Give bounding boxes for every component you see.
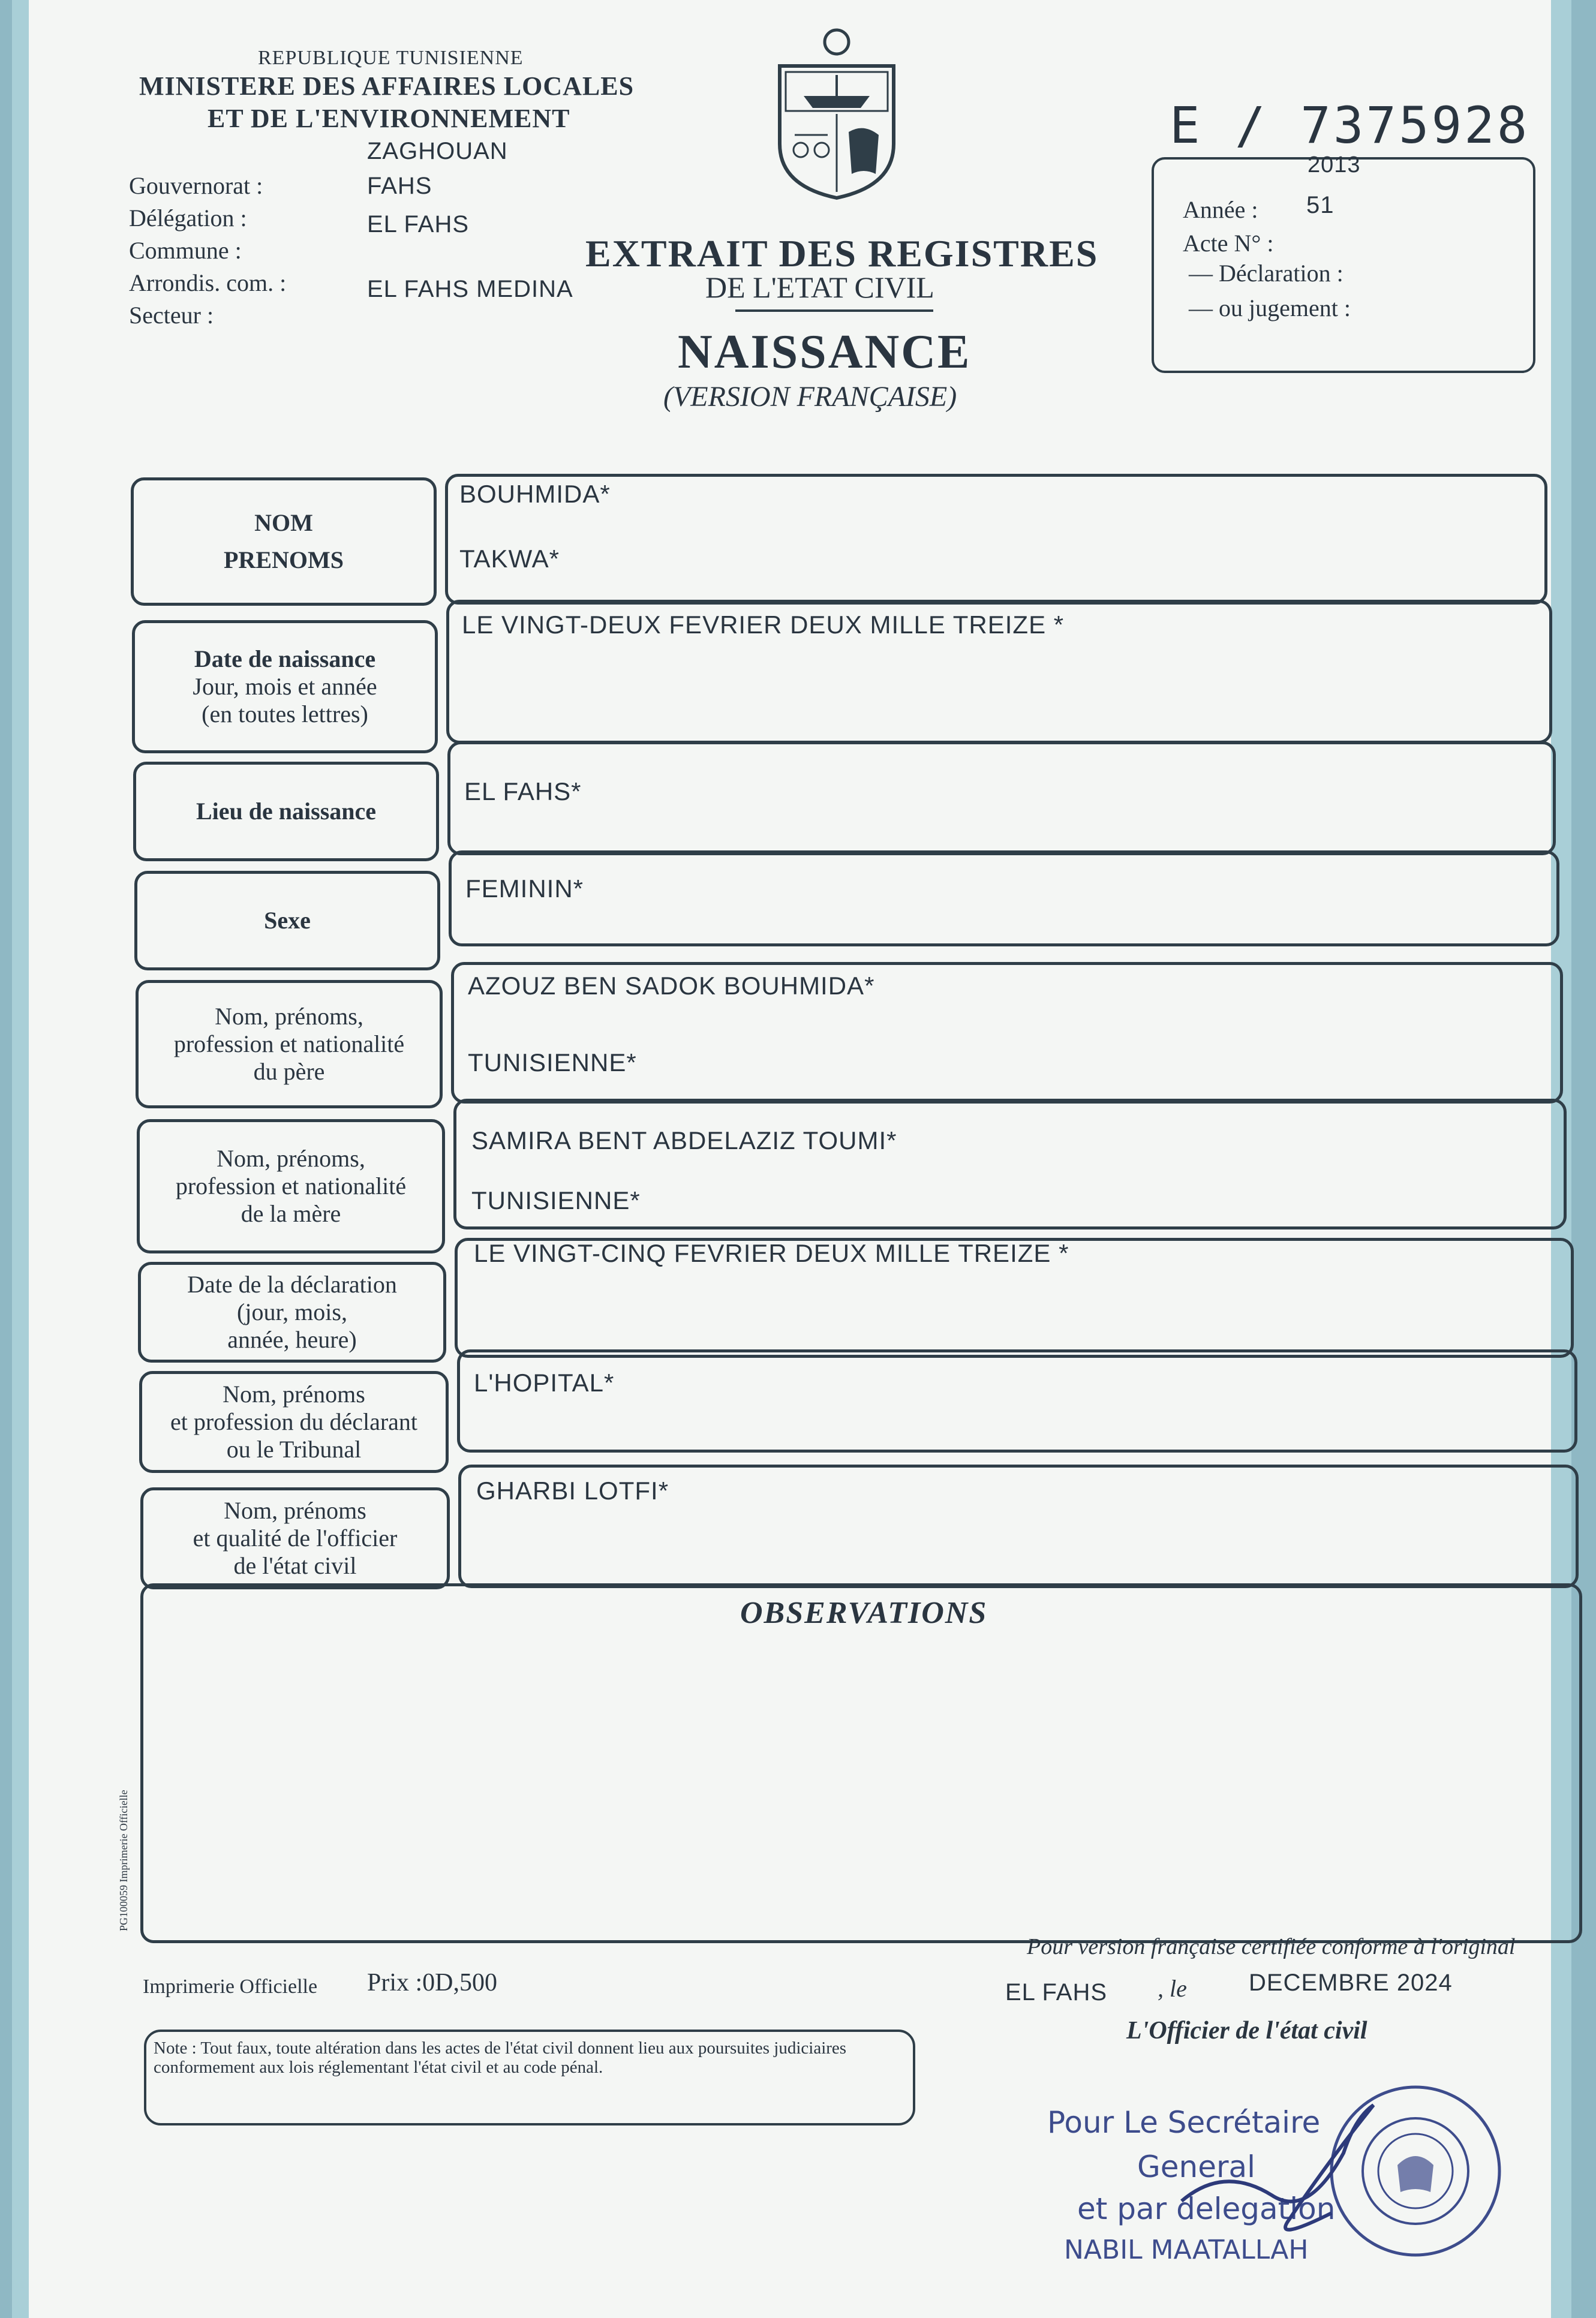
mere-value2: TUNISIENNE* — [471, 1186, 641, 1214]
observations-title: OBSERVATIONS — [740, 1596, 988, 1630]
officier-value: GHARBI LOTFI* — [476, 1477, 669, 1505]
pere-label3: du père — [253, 1058, 325, 1085]
pere-value1: AZOUZ BEN SADOK BOUHMIDA* — [468, 972, 875, 1000]
sexe-value: FEMININ* — [465, 874, 584, 903]
mere-label3: de la mère — [241, 1200, 341, 1227]
pere-value2: TUNISIENNE* — [468, 1048, 637, 1077]
nom-label: NOM — [254, 509, 313, 536]
declarant-label3: ou le Tribunal — [226, 1436, 362, 1463]
commune-label: Commune : — [129, 237, 242, 264]
declarant-label2: et profession du déclarant — [170, 1408, 418, 1435]
sexe-label-box — [134, 871, 440, 970]
date-naissance-label: Date de naissance — [194, 645, 376, 672]
lieu-label: Lieu de naissance — [196, 798, 377, 825]
side-code: PG100059 Imprimerie Officielle — [118, 1790, 130, 1931]
note-text: Note : Tout faux, toute altération dans les actes de l'état civil donnent lieu aux poursuites judiciaires conformement aux lois réglementant l'état civil et au code pénal. — [154, 2039, 847, 2077]
sexe-label: Sexe — [264, 907, 311, 934]
annee-value: 2013 — [1308, 152, 1361, 178]
prix-label: Prix :0D,500 — [367, 1969, 498, 1997]
prenoms-value: TAKWA* — [459, 545, 560, 573]
nom-label-box — [131, 477, 437, 606]
declarant-label1: Nom, prénoms — [223, 1381, 365, 1408]
coat-of-arms-icon — [768, 24, 906, 204]
jugement-label: — ou jugement : — [1189, 294, 1351, 321]
declaration-label: — Déclaration : — [1189, 260, 1343, 287]
declaration-label2: (jour, mois, — [237, 1298, 347, 1325]
stamp-line2: General — [1137, 2149, 1256, 2184]
ministry-line2: ET DE L'ENVIRONNEMENT — [208, 104, 570, 133]
footer-mois: DECEMBRE 2024 — [1249, 1970, 1453, 1996]
title-extrait: EXTRAIT DES REGISTRES — [585, 232, 1099, 275]
observations-box — [140, 1583, 1582, 1943]
stamp-line4: NABIL MAATALLAH — [1064, 2235, 1309, 2265]
serial-number: E / 7375928 — [1170, 96, 1530, 155]
ministry-line1: MINISTERE DES AFFAIRES LOCALES — [139, 71, 635, 101]
arrondis-label: Arrondis. com. : — [129, 269, 287, 296]
stamp-line1: Pour Le Secrétaire — [1047, 2105, 1321, 2140]
delegation-label: Délégation : — [129, 205, 247, 232]
pere-label1: Nom, prénoms, — [215, 1003, 363, 1030]
declarant-value: L'HOPITAL* — [474, 1369, 615, 1397]
sexe-value-box — [449, 850, 1559, 946]
gouvernorat-label: Gouvernorat : — [129, 172, 263, 199]
acte-label: Acte N° : — [1183, 230, 1274, 257]
acte-value: 51 — [1306, 192, 1334, 218]
secteur-label: Secteur : — [129, 302, 214, 329]
stamp-line3: et par delegation — [1077, 2191, 1336, 2226]
officier-label3: de l'état civil — [233, 1552, 357, 1579]
footer-le: , le — [1158, 1975, 1187, 2002]
republic-label: REPUBLIQUE TUNISIENNE — [258, 47, 524, 69]
prenoms-label: PRENOMS — [224, 546, 344, 573]
lieu-value-box — [447, 741, 1556, 855]
date-naissance-value: LE VINGT-DEUX FEVRIER DEUX MILLE TREIZE * — [462, 611, 1065, 639]
arrondis-value: EL FAHS MEDINA — [367, 276, 573, 302]
gouvernorat-value: FAHS — [367, 173, 432, 199]
mere-value1: SAMIRA BENT ABDELAZIZ TOUMI* — [471, 1126, 897, 1155]
declarant-label-box — [139, 1371, 449, 1473]
lieu-label-box — [133, 762, 439, 861]
officier-label1: Nom, prénoms — [224, 1497, 366, 1524]
imprimerie-label: Imprimerie Officielle — [143, 1976, 318, 1998]
annee-label: Année : — [1183, 196, 1258, 223]
gouvernorat-value-top: ZAGHOUAN — [367, 138, 508, 164]
officier-label2: et qualité de l'officier — [193, 1525, 398, 1552]
date-naissance-sublabel1: Jour, mois et année — [193, 673, 377, 700]
pere-label2: profession et nationalité — [173, 1030, 405, 1057]
footer-lieu: EL FAHS — [1005, 1979, 1108, 2006]
signature-icon — [1176, 2081, 1427, 2261]
title-naissance: NAISSANCE — [678, 326, 972, 378]
declaration-label-box — [138, 1262, 446, 1363]
title-version: (VERSION FRANÇAISE) — [663, 381, 957, 413]
date-naissance-sublabel2: (en toutes lettres) — [202, 700, 368, 727]
officier-title: L'Officier de l'état civil — [1126, 2017, 1367, 2045]
lieu-value: EL FAHS* — [464, 777, 582, 805]
officier-label-box — [140, 1487, 450, 1589]
mere-label-box — [137, 1119, 445, 1253]
title-etat-civil: DE L'ETAT CIVIL — [705, 270, 934, 304]
declaration-value: LE VINGT-CINQ FEVRIER DEUX MILLE TREIZE * — [474, 1239, 1069, 1267]
nom-value: BOUHMIDA* — [459, 480, 611, 508]
certif-text: Pour version française certifiée conforme à l'original — [1027, 1934, 1516, 1959]
declaration-label3: année, heure) — [227, 1326, 357, 1353]
mere-label2: profession et nationalité — [175, 1172, 407, 1199]
declaration-label1: Date de la déclaration — [187, 1271, 397, 1298]
pere-label-box — [136, 980, 443, 1108]
declarant-value-box — [457, 1349, 1577, 1453]
date-naissance-label-box — [132, 620, 438, 753]
mere-label1: Nom, prénoms, — [217, 1145, 365, 1172]
delegation-value: EL FAHS — [367, 211, 470, 237]
title-divider — [735, 309, 933, 312]
